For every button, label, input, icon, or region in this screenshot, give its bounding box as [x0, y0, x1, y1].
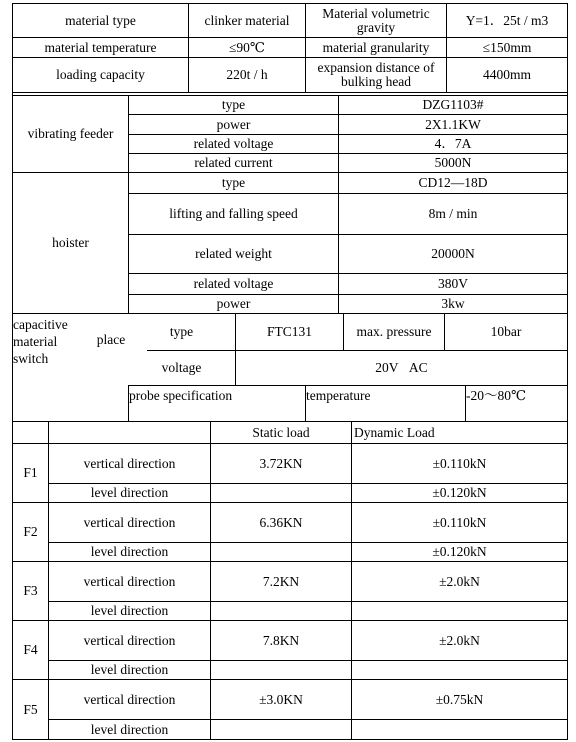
volumetric-gravity-label: Material volumetric gravity: [322, 5, 430, 35]
feeder-power-label: power: [216, 116, 251, 132]
hoister-voltage-label: related voltage: [193, 276, 274, 291]
hoister-type-value: CD12—18D: [418, 175, 488, 190]
static-load-header: Static load: [252, 424, 310, 440]
dynamic-level-value: ±0.120kN: [432, 544, 487, 559]
hoister-power-value: 3kw: [441, 296, 465, 311]
granularity-value: ≤150mm: [482, 39, 532, 55]
loading-capacity-label: loading capacity: [56, 67, 145, 82]
switch-probe-label: probe specification: [129, 388, 233, 403]
dynamic-vertical-value: ±2.0kN: [439, 573, 480, 589]
dynamic-load-header: Dynamic Load: [354, 424, 435, 440]
hoister-type-label: type: [221, 175, 246, 190]
hoister-title: hoister: [52, 235, 89, 250]
switch-type-value: FTC131: [266, 324, 312, 339]
static-load-value: 7.2KN: [262, 573, 300, 589]
static-load-value: 6.36KN: [259, 514, 303, 530]
vibrating-feeder-title: vibrating feeder: [27, 126, 114, 141]
switch-title: capacitive material switch: [13, 317, 68, 366]
level-direction-label: level direction: [90, 544, 169, 559]
feeder-power-value: 2X1.1KW: [425, 116, 481, 132]
switch-temperature-label: temperature: [306, 388, 371, 403]
hoister-power-label: power: [216, 296, 251, 311]
load-row-id: F4: [23, 642, 38, 657]
vertical-direction-label: vertical direction: [83, 573, 176, 589]
level-direction-label: level direction: [90, 485, 169, 500]
rule: [12, 739, 568, 740]
load-row-id: F2: [23, 524, 38, 539]
vertical-direction-label: vertical direction: [83, 691, 176, 707]
switch-type-label: type: [169, 324, 194, 339]
dynamic-level-value: ±0.120kN: [432, 485, 487, 500]
load-row-id: F3: [23, 583, 38, 598]
level-direction-label: level direction: [90, 662, 169, 677]
hoister-weight-label: related weight: [195, 246, 272, 261]
static-load-value: 7.8KN: [262, 632, 300, 648]
vertical-direction-label: vertical direction: [83, 455, 176, 471]
loading-capacity-value: 220t / h: [226, 67, 268, 82]
granularity-label: material granularity: [322, 39, 430, 55]
material-type-value: clinker material: [204, 12, 290, 28]
volumetric-gravity-value: Y=1．25t / m3: [465, 12, 549, 28]
dynamic-vertical-value: ±0.110kN: [432, 514, 487, 530]
switch-temperature-value: -20～80℃: [466, 388, 527, 403]
dynamic-vertical-value: ±0.110kN: [432, 455, 487, 471]
expansion-label: expansion distance of bulking head: [317, 60, 435, 89]
static-load-value: 3.72KN: [259, 455, 303, 471]
switch-voltage-value: 20V AC: [375, 360, 428, 375]
dynamic-vertical-value: ±0.75kN: [435, 691, 484, 707]
level-direction-label: level direction: [90, 721, 169, 737]
feeder-type-label: type: [221, 97, 246, 112]
feeder-current-value: 5000N: [434, 155, 472, 170]
load-row-id: F5: [23, 701, 38, 717]
switch-place: place: [96, 332, 126, 347]
dynamic-vertical-value: ±2.0kN: [439, 632, 480, 648]
hoister-voltage-value: 380V: [438, 276, 468, 291]
feeder-voltage-label: related voltage: [193, 136, 274, 151]
hoister-speed-label: lifting and falling speed: [169, 206, 298, 221]
hoister-weight-value: 20000N: [431, 246, 475, 261]
switch-pressure-value: 10bar: [490, 324, 522, 339]
rule: [12, 92, 568, 93]
switch-voltage-label: voltage: [161, 360, 202, 375]
feeder-type-value: DZG1103#: [422, 97, 484, 112]
switch-pressure-label: max. pressure: [356, 324, 432, 339]
material-type-label: material type: [65, 12, 136, 28]
temperature-value: ≤90℃: [228, 39, 265, 55]
vertical-direction-label: vertical direction: [83, 632, 176, 648]
temperature-label: material temperature: [44, 39, 157, 55]
feeder-voltage-value: 4．7A: [434, 136, 472, 151]
static-load-value: ±3.0KN: [259, 691, 303, 707]
load-row-id: F1: [23, 465, 38, 480]
level-direction-label: level direction: [90, 603, 169, 618]
feeder-current-label: related current: [194, 155, 273, 170]
hoister-speed-value: 8m / min: [428, 206, 478, 221]
vertical-direction-label: vertical direction: [83, 514, 176, 530]
expansion-value: 4400mm: [482, 67, 531, 82]
rule: [567, 3, 568, 739]
